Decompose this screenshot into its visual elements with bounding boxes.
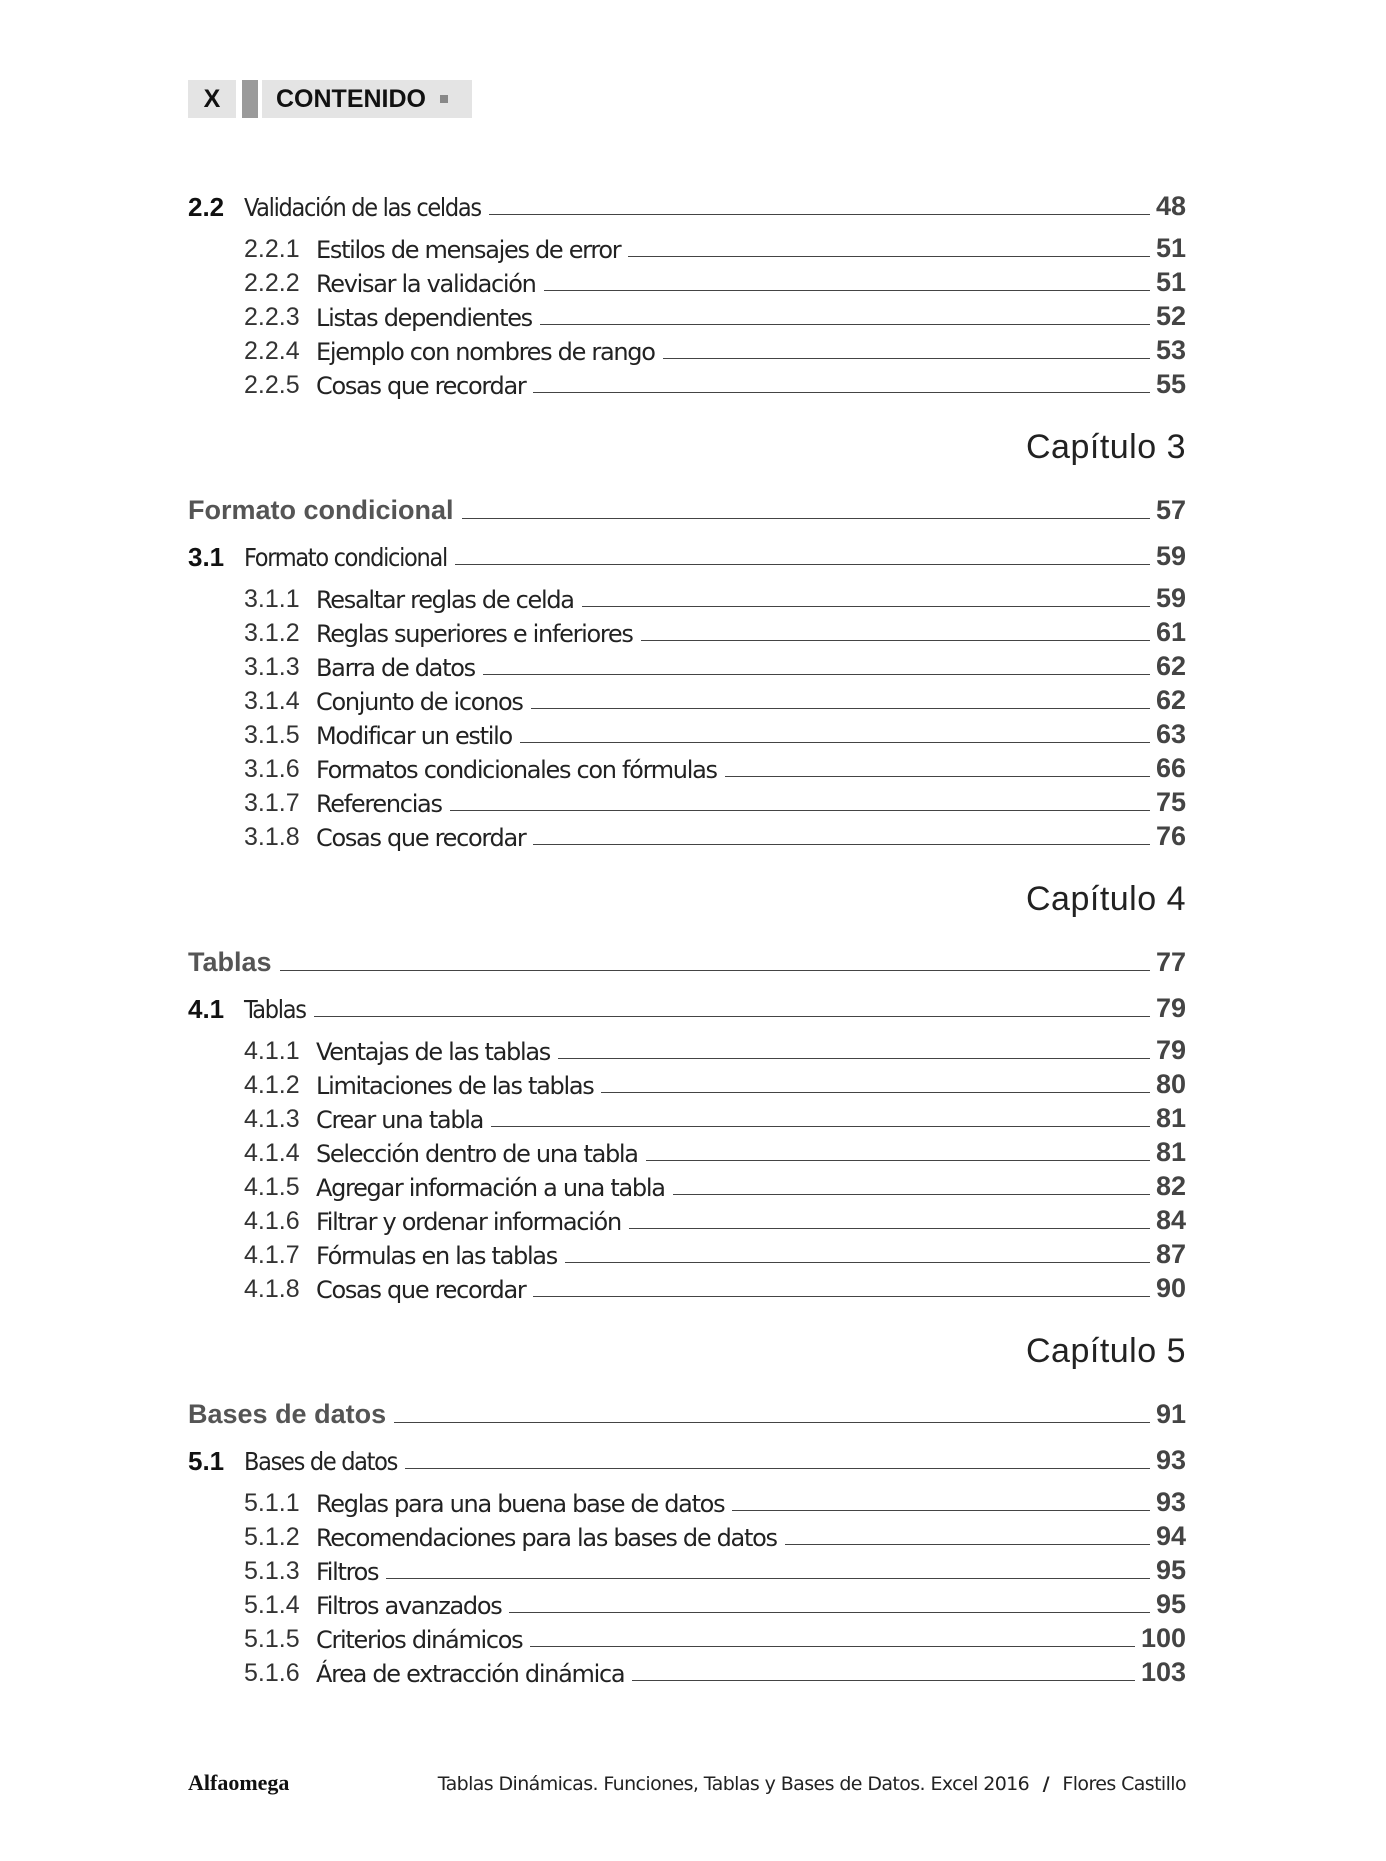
toc-item — [188, 680, 1186, 714]
item-title: Modificar un estilo — [316, 722, 512, 750]
table-of-contents — [188, 174, 1186, 1686]
item-number: 3.1.1 — [244, 585, 300, 613]
chapter-title: Bases de datos — [188, 1399, 387, 1429]
page-ref: 80 — [1155, 1069, 1186, 1099]
leader-line — [582, 606, 1150, 607]
leader-line — [628, 256, 1150, 257]
toc-section — [188, 1434, 1186, 1474]
leader-line — [450, 810, 1150, 811]
page-ref: 81 — [1155, 1103, 1186, 1133]
toc-item — [188, 1166, 1186, 1200]
page-ref: 79 — [1155, 993, 1186, 1023]
toc-item — [188, 1234, 1186, 1268]
toc-item — [188, 612, 1186, 646]
page-ref: 77 — [1155, 947, 1186, 977]
item-title: Estilos de mensajes de error — [316, 236, 621, 264]
item-title: Formatos condicionales con fórmulas — [316, 756, 717, 784]
page-ref: 82 — [1155, 1171, 1186, 1201]
page-ref: 87 — [1155, 1239, 1186, 1269]
leader-line — [673, 1194, 1150, 1195]
section-number: 5.1 — [188, 1446, 225, 1476]
chapter-label: Capítulo 3 — [1026, 428, 1186, 466]
item-number: 2.2.4 — [244, 337, 300, 365]
item-number: 2.2.2 — [244, 269, 300, 297]
item-title: Crear una tabla — [316, 1106, 484, 1134]
leader-line — [314, 1016, 1150, 1017]
section-title: Formato condicional — [244, 543, 447, 572]
section-number: 3.1 — [188, 542, 225, 572]
item-title: Reglas para una buena base de datos — [316, 1490, 725, 1518]
item-title: Limitaciones de las tablas — [316, 1072, 594, 1100]
toc-item — [188, 1030, 1186, 1064]
chapter-title-row — [188, 932, 1186, 976]
item-title: Criterios dinámicos — [316, 1626, 523, 1654]
toc-item — [188, 330, 1186, 364]
item-title: Cosas que recordar — [316, 1276, 526, 1304]
item-title: Referencias — [316, 790, 442, 818]
item-title: Selección dentro de una tabla — [316, 1140, 638, 1168]
toc-section — [188, 530, 1186, 570]
chapter-title: Tablas — [188, 947, 272, 977]
page-ref: 75 — [1155, 787, 1186, 817]
header-title-box — [262, 80, 472, 118]
header-title: CONTENIDO — [276, 84, 426, 113]
toc-item — [188, 1550, 1186, 1584]
item-title: Filtros — [316, 1558, 379, 1586]
item-title: Fórmulas en las tablas — [316, 1242, 557, 1270]
page-ref: 59 — [1155, 541, 1186, 571]
page-ref: 95 — [1155, 1589, 1186, 1619]
page-ref: 84 — [1155, 1205, 1186, 1235]
page-ref: 62 — [1155, 651, 1186, 681]
section-title: Validación de las celdas — [244, 193, 481, 222]
page-ref: 53 — [1155, 335, 1186, 365]
leader-line — [509, 1612, 1150, 1613]
item-number: 3.1.2 — [244, 619, 300, 647]
item-title: Resaltar reglas de celda — [316, 586, 574, 614]
page-ref: 55 — [1155, 369, 1186, 399]
leader-line — [483, 674, 1150, 675]
toc-item — [188, 228, 1186, 262]
page-header — [188, 80, 472, 118]
header-divider-bar — [242, 80, 258, 118]
toc-item — [188, 1618, 1186, 1652]
toc-item — [188, 1482, 1186, 1516]
leader-line — [533, 1296, 1149, 1297]
leader-line — [544, 290, 1150, 291]
leader-line — [663, 358, 1150, 359]
item-number: 4.1.7 — [244, 1241, 300, 1269]
chapter-title-row — [188, 480, 1186, 524]
page-ref: 52 — [1155, 301, 1186, 331]
leader-line — [386, 1578, 1150, 1579]
chapter-label: Capítulo 4 — [1026, 880, 1186, 918]
item-title: Barra de datos — [316, 654, 475, 682]
item-number: 2.2.1 — [244, 235, 300, 263]
item-number: 4.1.6 — [244, 1207, 300, 1235]
page-ref: 100 — [1140, 1623, 1186, 1653]
leader-line — [601, 1092, 1150, 1093]
toc-item — [188, 1132, 1186, 1166]
toc-item — [188, 262, 1186, 296]
item-title: Filtrar y ordenar información — [316, 1208, 621, 1236]
leader-line — [632, 1680, 1135, 1681]
page-ref: 76 — [1155, 821, 1186, 851]
page-ref: 81 — [1155, 1137, 1186, 1167]
toc-item — [188, 296, 1186, 330]
toc-item — [188, 578, 1186, 612]
page-ref: 57 — [1155, 495, 1186, 525]
toc-item — [188, 1584, 1186, 1618]
square-bullet-icon — [440, 95, 448, 103]
toc-item — [188, 1200, 1186, 1234]
item-number: 2.2.3 — [244, 303, 300, 331]
item-title: Cosas que recordar — [316, 824, 526, 852]
item-number: 5.1.3 — [244, 1557, 300, 1585]
page-footer — [188, 1770, 1186, 1796]
item-number: 3.1.8 — [244, 823, 300, 851]
leader-line — [533, 844, 1149, 845]
leader-line — [725, 776, 1150, 777]
leader-line — [641, 640, 1150, 641]
book-credit — [438, 1773, 1186, 1795]
leader-line — [646, 1160, 1150, 1161]
toc-item — [188, 816, 1186, 850]
leader-line — [565, 1262, 1150, 1263]
item-title: Reglas superiores e inferiores — [316, 620, 633, 648]
page-ref: 61 — [1155, 617, 1186, 647]
page-ref: 59 — [1155, 583, 1186, 613]
page-ref: 48 — [1155, 191, 1186, 221]
leader-line — [455, 564, 1150, 565]
item-number: 4.1.2 — [244, 1071, 300, 1099]
leader-line — [520, 742, 1150, 743]
page-ref: 94 — [1155, 1521, 1186, 1551]
publisher-name: Alfaomega — [188, 1770, 290, 1795]
leader-line — [280, 970, 1150, 971]
page-ref: 66 — [1155, 753, 1186, 783]
leader-line — [394, 1422, 1150, 1423]
item-title: Conjunto de iconos — [316, 688, 523, 716]
section-number: 2.2 — [188, 192, 225, 222]
item-number: 3.1.3 — [244, 653, 300, 681]
leader-line — [558, 1058, 1150, 1059]
item-number: 4.1.5 — [244, 1173, 300, 1201]
toc-item — [188, 1652, 1186, 1686]
page-ref: 90 — [1155, 1273, 1186, 1303]
item-number: 3.1.7 — [244, 789, 300, 817]
chapter-title: Formato condicional — [188, 495, 454, 525]
book-title: Tablas Dinámicas. Funciones, Tablas y Bases de Datos. Excel 2016 — [437, 1773, 1030, 1795]
page-number: X — [188, 80, 236, 118]
item-number: 5.1.5 — [244, 1625, 300, 1653]
item-number: 5.1.1 — [244, 1489, 300, 1517]
leader-line — [405, 1468, 1150, 1469]
footer-separator: / — [1042, 1773, 1049, 1795]
toc-item — [188, 1064, 1186, 1098]
page-ref: 51 — [1155, 233, 1186, 263]
item-number: 5.1.2 — [244, 1523, 300, 1551]
item-number: 4.1.4 — [244, 1139, 300, 1167]
page-ref: 63 — [1155, 719, 1186, 749]
item-title: Listas dependientes — [316, 304, 532, 332]
page-ref: 103 — [1140, 1657, 1186, 1687]
leader-line — [531, 708, 1150, 709]
page-ref: 51 — [1155, 267, 1186, 297]
item-number: 2.2.5 — [244, 371, 300, 399]
chapter-title-row — [188, 1384, 1186, 1428]
leader-line — [462, 518, 1150, 519]
toc-item — [188, 782, 1186, 816]
section-number: 4.1 — [188, 994, 225, 1024]
item-title: Filtros avanzados — [316, 1592, 502, 1620]
leader-line — [533, 392, 1149, 393]
page-ref: 93 — [1155, 1445, 1186, 1475]
section-title: Tablas — [244, 995, 306, 1024]
item-number: 3.1.6 — [244, 755, 300, 783]
toc-item — [188, 364, 1186, 398]
leader-line — [540, 324, 1150, 325]
chapter-label: Capítulo 5 — [1026, 1332, 1186, 1370]
section-title: Bases de datos — [244, 1447, 398, 1476]
item-title: Área de extracción dinámica — [316, 1660, 625, 1688]
leader-line — [491, 1126, 1150, 1127]
page-ref: 95 — [1155, 1555, 1186, 1585]
toc-item — [188, 714, 1186, 748]
item-number: 4.1.8 — [244, 1275, 300, 1303]
item-number: 5.1.4 — [244, 1591, 300, 1619]
page-ref: 62 — [1155, 685, 1186, 715]
author-name: Flores Castillo — [1062, 1773, 1186, 1795]
toc-item — [188, 1268, 1186, 1302]
item-title: Ejemplo con nombres de rango — [316, 338, 655, 366]
item-number: 4.1.3 — [244, 1105, 300, 1133]
item-number: 3.1.4 — [244, 687, 300, 715]
leader-line — [629, 1228, 1150, 1229]
toc-item — [188, 1098, 1186, 1132]
leader-line — [732, 1510, 1150, 1511]
page-ref: 93 — [1155, 1487, 1186, 1517]
toc-section — [188, 180, 1186, 220]
item-number: 4.1.1 — [244, 1037, 300, 1065]
item-title: Recomendaciones para las bases de datos — [316, 1524, 777, 1552]
toc-item — [188, 748, 1186, 782]
leader-line — [530, 1646, 1135, 1647]
item-number: 5.1.6 — [244, 1659, 300, 1687]
leader-line — [489, 214, 1150, 215]
item-title: Cosas que recordar — [316, 372, 526, 400]
item-title: Revisar la validación — [316, 270, 536, 298]
toc-section — [188, 982, 1186, 1022]
toc-item — [188, 1516, 1186, 1550]
item-number: 3.1.5 — [244, 721, 300, 749]
item-title: Ventajas de las tablas — [316, 1038, 550, 1066]
item-title: Agregar información a una tabla — [316, 1174, 665, 1202]
leader-line — [785, 1544, 1150, 1545]
page-ref: 91 — [1155, 1399, 1186, 1429]
toc-item — [188, 646, 1186, 680]
page-ref: 79 — [1155, 1035, 1186, 1065]
